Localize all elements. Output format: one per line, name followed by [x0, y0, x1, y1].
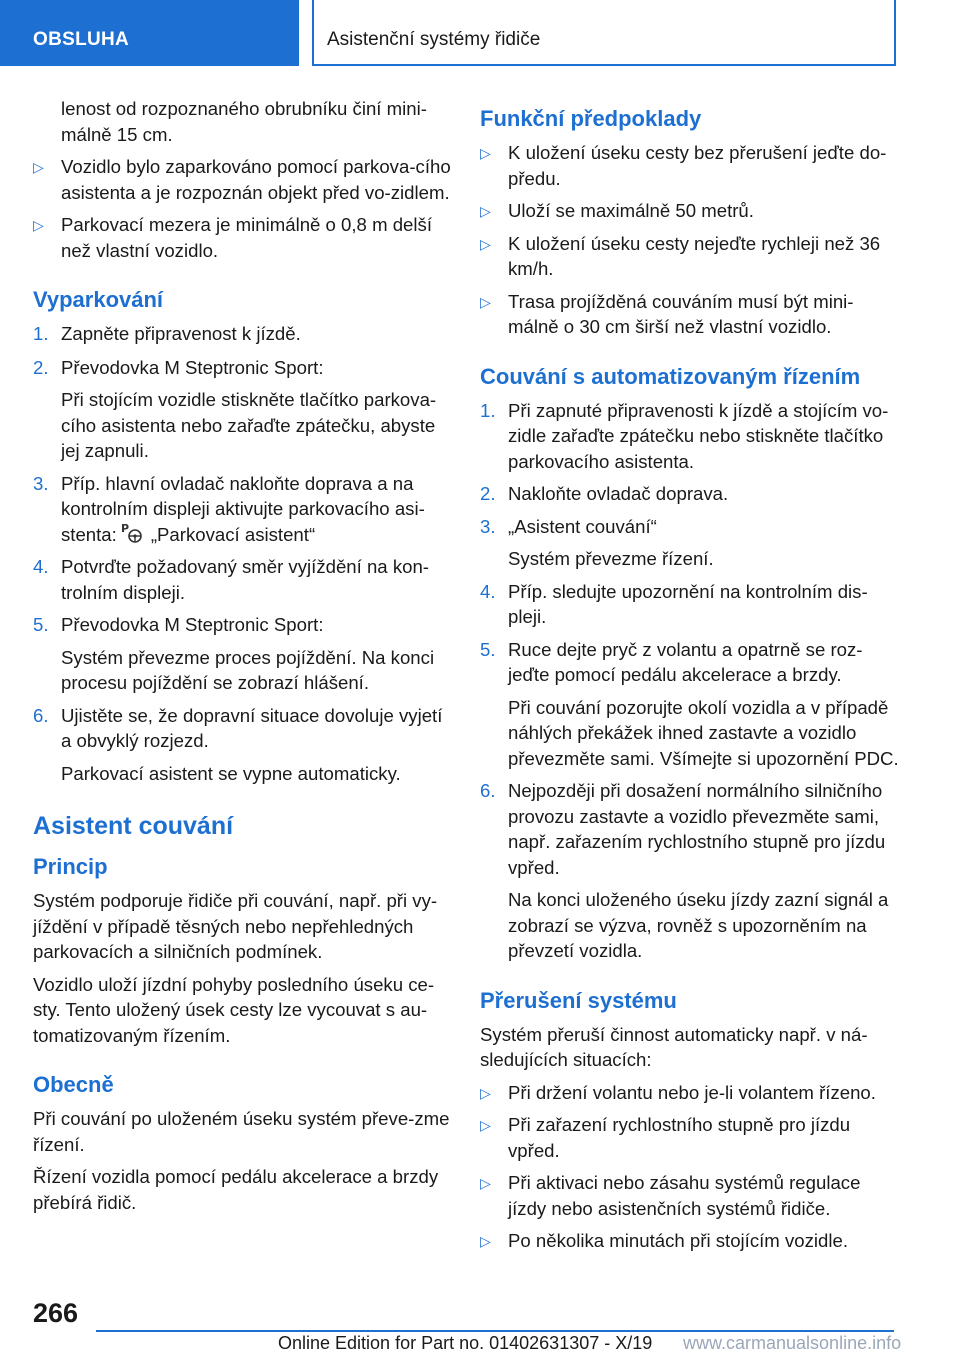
step-item — [33, 471, 451, 548]
step-item — [33, 554, 451, 605]
list-item — [480, 1228, 900, 1254]
section-heading-couvani-s-automatizovanym-rizenim: Couvání s automatizovaným řízením — [480, 363, 861, 389]
left-column — [33, 96, 451, 1222]
list-item — [33, 96, 451, 147]
step-number: 6. — [480, 780, 496, 801]
step-subtext: Systém převezme řízení. — [508, 548, 714, 569]
step-number: 2. — [33, 356, 49, 378]
list-item-text: Při držení volantu nebo je-li volantem řízeno. — [508, 1081, 876, 1103]
step-text: Příp. sledujte upozornění na kontrolním dis-pleji. — [508, 580, 868, 627]
subsection-heading-obecne: Obecně — [33, 1072, 114, 1097]
step-number: 5. — [33, 614, 49, 635]
step-subtext: Při couvání pozorujte okolí vozidla a v případě náhlých překážek ihned zastavte a vozidlo převezměte sami. Všímejte si upozornění PDC. — [508, 696, 899, 769]
list-item — [480, 231, 900, 282]
list-item-text: Při aktivaci nebo zásahu systémů regulace jízdy nebo asistenčních systémů řidiče. — [508, 1172, 861, 1219]
list-item — [480, 1112, 900, 1163]
paragraph: Řízení vozidla pomocí pedálu akcelerace a brzdy přebírá řidič. — [33, 1166, 439, 1213]
section-heading-preruseni-systemu: Přerušení systému — [480, 987, 677, 1013]
step-text: Potvrďte požadovaný směr vyjíždění na kon-trolním displeji. — [61, 556, 429, 603]
step-number: 1. — [33, 323, 49, 344]
footer-edition: Online Edition for Part no. 01402631307 - X/19 — [278, 1333, 653, 1353]
step-subtext: Systém převezme proces pojíždění. Na konci procesu pojíždění se zobrazí hlášení. — [61, 646, 435, 693]
list-item-text: Po několika minutách při stojícím vozidle. — [508, 1230, 848, 1251]
triangle-bullet-icon: ▷ — [33, 159, 44, 175]
section-tab: OBSLUHA — [0, 0, 299, 66]
paragraph: Systém podporuje řidiče při couvání, např. při vy-jíždění v případě těsných nebo nepřehledných parkovacích a silničních podmínek. — [33, 890, 438, 962]
triangle-bullet-icon: ▷ — [480, 145, 491, 161]
paragraph: Vozidlo uloží jízdní pohyby posledního úseku ce-sty. Tento uložený úsek cesty lze vycouvat s au-tomatizovaným řízením. — [33, 973, 435, 1046]
step-item — [480, 778, 900, 880]
step-text: Při zapnuté připravenosti k jízdě a stojícím vo-zidle zařaďte zpátečku nebo stiskněte tlačítko parkovacího asistenta. — [508, 399, 889, 472]
step-text: Ruce dejte pryč z volantu a opatrně se roz-jeďte pomocí pedálu akcelerace a brzdy. — [508, 638, 863, 685]
step-text: Příp. hlavní ovladač nakloňte doprava a na kontrolním displeji aktivujte parkovacího asi-stenta: — [61, 472, 425, 545]
watermark: www.carmanualsonline.info — [683, 1333, 902, 1353]
list-item — [480, 1080, 900, 1106]
step-text: Převodovka M Steptronic Sport: — [61, 356, 324, 378]
step-number: 4. — [33, 556, 49, 577]
list-item-text: Uloží se maximálně 50 metrů. — [508, 200, 754, 221]
triangle-bullet-icon: ▷ — [480, 293, 491, 310]
svg-text:P: P — [120, 521, 129, 535]
page-header — [0, 0, 960, 66]
step-item — [33, 321, 451, 347]
step-number: 1. — [480, 399, 496, 421]
triangle-bullet-icon: ▷ — [480, 203, 491, 219]
step-number: 2. — [480, 483, 496, 504]
parking-assistant-icon — [121, 522, 145, 544]
step-item — [33, 355, 451, 381]
step-item — [480, 637, 900, 688]
step-subtext: Při stojícím vozidle stiskněte tlačítko parkova-cího asistenta nebo zařaďte zpátečku, abyste jej zapnuli. — [61, 389, 437, 461]
list-item-text: Trasa projížděná couváním musí být mini-málně o 30 cm širší než vlastní vozidlo. — [508, 290, 854, 337]
section-heading-asistent-couvani: Asistent couvání — [33, 812, 234, 840]
step-number: 3. — [33, 472, 49, 494]
step-item — [33, 612, 451, 638]
triangle-bullet-icon: ▷ — [33, 217, 44, 233]
step-item — [33, 703, 451, 754]
step-item — [480, 514, 900, 540]
section-heading-vyparkovani: Vyparkování — [33, 287, 164, 312]
step-number: 4. — [480, 580, 496, 602]
page-number: 266 — [33, 1298, 79, 1328]
list-item — [480, 140, 900, 191]
chapter-title: Asistenční systémy řidiče — [312, 0, 896, 66]
step-subtext: Parkovací asistent se vypne automaticky. — [61, 762, 401, 784]
step-number: 6. — [33, 704, 49, 726]
triangle-bullet-icon: ▷ — [480, 235, 491, 252]
right-column — [480, 96, 900, 1261]
triangle-bullet-icon: ▷ — [480, 1233, 491, 1249]
list-item-text: K uložení úseku cesty nejeďte rychleji než 36 km/h. — [508, 232, 881, 279]
triangle-bullet-icon: ▷ — [480, 1084, 491, 1101]
step-text: Ujistěte se, že dopravní situace dovoluje vyjetí a obvyklý rozjezd. — [61, 704, 443, 751]
step-item — [480, 398, 900, 475]
list-item-text: Vozidlo bylo zaparkováno pomocí parkova-cího asistenta a je rozpoznán objekt před vo-zidlem. — [61, 156, 451, 203]
list-item — [480, 198, 900, 224]
step-number: 5. — [480, 638, 496, 660]
footer-divider — [96, 1330, 894, 1332]
step-text: Nakloňte ovladač doprava. — [508, 483, 729, 504]
list-item — [33, 212, 451, 263]
step-text-menu: „Parkovací asistent“ — [150, 523, 316, 545]
step-text: Převodovka M Steptronic Sport: — [61, 614, 324, 635]
triangle-bullet-icon: ▷ — [480, 1175, 491, 1191]
subsection-heading-princip: Princip — [33, 854, 108, 879]
list-item-text: Parkovací mezera je minimálně o 0,8 m delší než vlastní vozidlo. — [61, 214, 432, 261]
list-item — [480, 289, 900, 340]
list-item — [33, 154, 451, 205]
paragraph: Při couvání po uloženém úseku systém převe-zme řízení. — [33, 1108, 450, 1155]
step-number: 3. — [480, 515, 496, 537]
paragraph: Systém přeruší činnost automaticky např. v ná-sledujících situacích: — [480, 1023, 868, 1070]
step-subtext: Na konci uloženého úseku jízdy zazní signál a zobrazí se výzva, rovněž s upozorněním na převzetí vozidla. — [508, 889, 889, 961]
list-item-text: K uložení úseku cesty bez přerušení jeďte do-předu. — [508, 142, 887, 189]
list-item-text: lenost od rozpoznaného obrubníku činí mini-málně 15 cm. — [61, 98, 427, 145]
list-item — [480, 1170, 900, 1221]
step-text: „Asistent couvání“ — [508, 515, 657, 537]
step-text: Zapněte připravenost k jízdě. — [61, 323, 301, 344]
section-heading-funkcni-predpoklady: Funkční předpoklady — [480, 106, 702, 131]
step-item — [480, 481, 900, 507]
step-item — [480, 579, 900, 630]
triangle-bullet-icon: ▷ — [480, 1117, 491, 1133]
list-item-text: Při zařazení rychlostního stupně pro jízdu vpřed. — [508, 1114, 851, 1161]
step-text: Nejpozději při dosažení normálního silničního provozu zastavte a vozidlo převezměte sami, např. zařazením rychlostního stupně pro jízdu vpřed. — [508, 780, 886, 878]
